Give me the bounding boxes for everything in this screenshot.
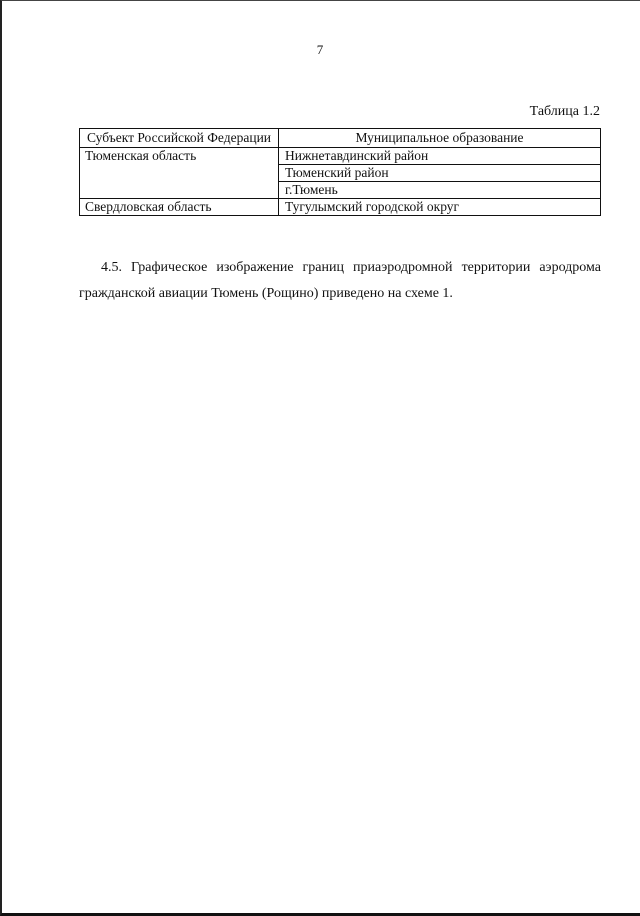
subject-cell: Свердловская область [80,199,279,216]
subject-cell: Тюменская область [80,148,279,199]
body-paragraph: 4.5. Графическое изображение границ приаэродромной территории аэродрома гражданской авиации Тюмень (Рощино) приведено на схеме 1. [79,260,601,301]
page-number: 7 [316,42,324,57]
table-header-row [80,129,601,148]
header-subject: Субъект Российской Федерации [80,129,279,148]
municipality-cell: Тугулымский городской округ [279,199,601,216]
table-caption: Таблица 1.2 [529,104,600,119]
table-row [80,199,601,216]
municipality-cell: Нижнетавдинский район [279,148,601,165]
table-row [80,148,601,165]
municipalities-table [79,128,601,216]
municipality-cell: Тюменский район [279,165,601,182]
header-municipality: Муниципальное образование [279,129,601,148]
municipality-cell: г.Тюмень [279,182,601,199]
